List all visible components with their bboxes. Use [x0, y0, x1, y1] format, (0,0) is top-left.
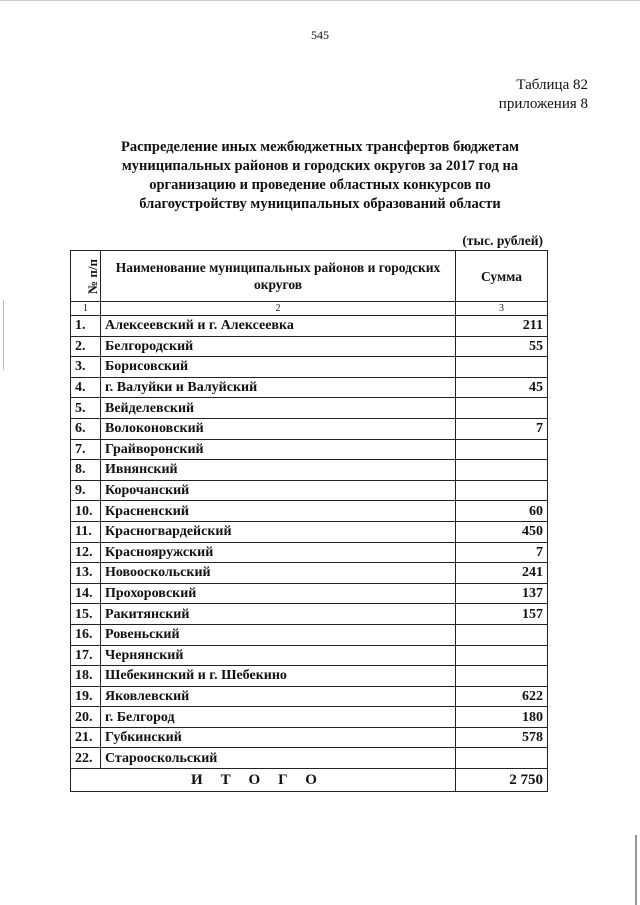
district-name: Краснояружский: [101, 542, 456, 563]
table-row: [71, 521, 548, 542]
district-name: Чернянский: [101, 645, 456, 666]
title-line: организацию и проведение областных конкурсов по: [149, 177, 491, 193]
table-row: [71, 666, 548, 687]
row-number: 2.: [71, 336, 101, 357]
amount: 578: [456, 727, 548, 748]
row-number: 1.: [71, 316, 101, 337]
table-row: [71, 624, 548, 645]
header-number: № п/п: [71, 251, 101, 302]
row-number: 20.: [71, 707, 101, 728]
column-index: 1: [71, 302, 101, 316]
row-number: 9.: [71, 480, 101, 501]
row-number: 15.: [71, 604, 101, 625]
transfers-table: [70, 250, 548, 792]
table-row: [71, 542, 548, 563]
table-row: [71, 418, 548, 439]
amount: 241: [456, 563, 548, 584]
row-number: 22.: [71, 748, 101, 769]
table-row: [71, 460, 548, 481]
amount: [456, 357, 548, 378]
district-name: Шебекинский и г. Шебекино: [101, 666, 456, 687]
amount: 45: [456, 377, 548, 398]
district-name: Красногвардейский: [101, 521, 456, 542]
header-sum: Сумма: [456, 251, 548, 302]
amount: 7: [456, 542, 548, 563]
district-name: Прохоровский: [101, 583, 456, 604]
row-number: 10.: [71, 501, 101, 522]
district-name: Старооскольский: [101, 748, 456, 769]
table-row: [71, 563, 548, 584]
table-row: [71, 357, 548, 378]
scan-left-edge: [3, 300, 4, 370]
total-sum: 2 750: [456, 769, 548, 792]
table-label: Таблица 82: [516, 77, 588, 93]
district-name: Красненский: [101, 501, 456, 522]
page-number: 545: [311, 28, 329, 42]
table-row: [71, 645, 548, 666]
row-number: 6.: [71, 418, 101, 439]
amount: 137: [456, 583, 548, 604]
appendix-label: приложения 8: [498, 96, 588, 112]
district-name: Борисовский: [101, 357, 456, 378]
table-row: [71, 604, 548, 625]
district-name: Алексеевский и г. Алексеевка: [101, 316, 456, 337]
document-title: [60, 138, 580, 214]
row-number: 11.: [71, 521, 101, 542]
row-number: 12.: [71, 542, 101, 563]
amount: [456, 398, 548, 419]
district-name: Ракитянский: [101, 604, 456, 625]
row-number: 8.: [71, 460, 101, 481]
table-row: [71, 727, 548, 748]
table-body: [71, 316, 548, 769]
amount: 55: [456, 336, 548, 357]
district-name: Волоконовский: [101, 418, 456, 439]
table-row: [71, 748, 548, 769]
column-index: 3: [456, 302, 548, 316]
amount: 157: [456, 604, 548, 625]
scan-top-edge: [0, 0, 640, 1]
district-name: г. Белгород: [101, 707, 456, 728]
amount: [456, 645, 548, 666]
row-number: 16.: [71, 624, 101, 645]
district-name: Яковлевский: [101, 686, 456, 707]
table-row: [71, 398, 548, 419]
table-row: [71, 583, 548, 604]
row-number: 17.: [71, 645, 101, 666]
table-row: [71, 707, 548, 728]
table-row: [71, 377, 548, 398]
total-row: [71, 769, 548, 792]
row-number: 14.: [71, 583, 101, 604]
title-line: муниципальных районов и городских округов за 2017 год на: [121, 158, 519, 174]
amount: 180: [456, 707, 548, 728]
amount: [456, 480, 548, 501]
table-header-row: [71, 251, 548, 302]
row-number: 7.: [71, 439, 101, 460]
amount: [456, 666, 548, 687]
amount: [456, 624, 548, 645]
row-number: 19.: [71, 686, 101, 707]
amount: 450: [456, 521, 548, 542]
table-row: [71, 316, 548, 337]
amount: 60: [456, 501, 548, 522]
amount: 211: [456, 316, 548, 337]
row-number: 4.: [71, 377, 101, 398]
district-name: Ровеньский: [101, 624, 456, 645]
column-index: 2: [101, 302, 456, 316]
row-number: 21.: [71, 727, 101, 748]
district-name: Белгородский: [101, 336, 456, 357]
table-row: [71, 686, 548, 707]
table-reference: [499, 76, 588, 114]
district-name: г. Валуйки и Валуйский: [101, 377, 456, 398]
amount: 622: [456, 686, 548, 707]
row-number: 18.: [71, 666, 101, 687]
row-number: 13.: [71, 563, 101, 584]
table-row: [71, 501, 548, 522]
table-row: [71, 480, 548, 501]
amount: [456, 460, 548, 481]
header-name: Наименование муниципальных районов и городских округов: [101, 251, 456, 302]
district-name: Корочанский: [101, 480, 456, 501]
district-name: Губкинский: [101, 727, 456, 748]
scan-right-edge: [635, 835, 637, 905]
total-label: ИТОГО: [71, 769, 456, 792]
amount: [456, 748, 548, 769]
district-name: Грайворонский: [101, 439, 456, 460]
title-line: Распределение иных межбюджетных трансфертов бюджетам: [121, 139, 519, 155]
amount: [456, 439, 548, 460]
district-name: Новооскольский: [101, 563, 456, 584]
amount: 7: [456, 418, 548, 439]
row-number: 5.: [71, 398, 101, 419]
table-row: [71, 439, 548, 460]
table-row: [71, 336, 548, 357]
row-number: 3.: [71, 357, 101, 378]
title-line: благоустройству муниципальных образований области: [139, 196, 501, 212]
column-index-row: [71, 302, 548, 316]
district-name: Вейделевский: [101, 398, 456, 419]
units-label: (тыс. рублей): [462, 233, 543, 248]
district-name: Ивнянский: [101, 460, 456, 481]
